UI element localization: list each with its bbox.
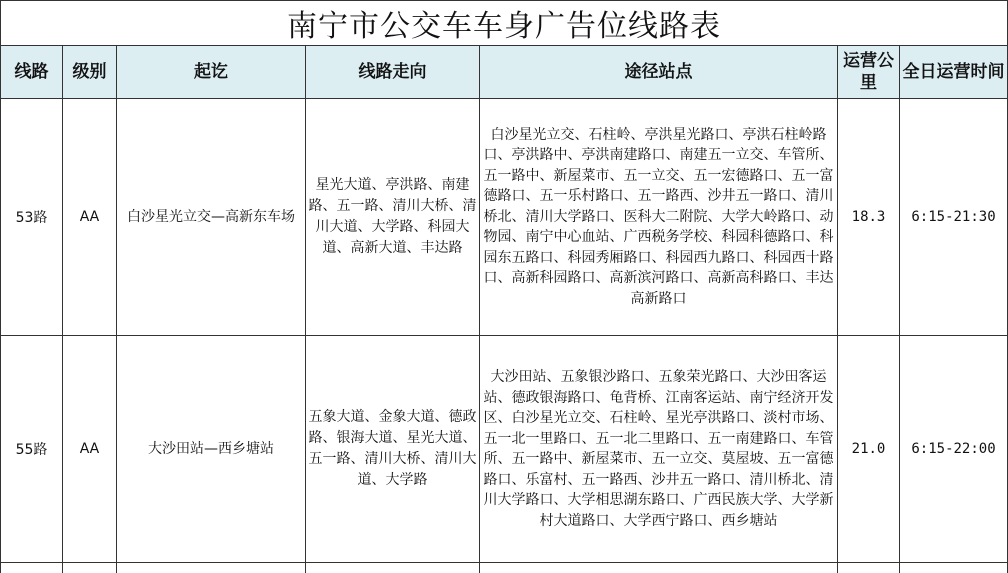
header-direction: 线路走向 xyxy=(306,46,480,99)
table-row xyxy=(1,99,1008,336)
header-hours: 全日运营时间 xyxy=(900,46,1008,99)
cell-distance: 21.0 xyxy=(838,336,900,563)
cell-distance: 18.3 xyxy=(838,99,900,336)
header-level: 级别 xyxy=(63,46,117,99)
cell-hours: 6:15-21:30 xyxy=(900,99,1008,336)
cell-level: AA xyxy=(63,99,117,336)
table-title: 南宁市公交车车身广告位线路表 xyxy=(1,1,1008,46)
table-row xyxy=(1,336,1008,563)
cell-level: AA xyxy=(63,336,117,563)
cell-stops: 大沙田站、五象银沙路口、五象荣光路口、大沙田客运站、德政银海路口、龟背桥、江南客运站、南宁经济开发区、白沙星光立交、石柱岭、星光亭洪路口、淡村市场、五一北一里路口、五一北二里路口、五一南建路口、车管所、五一路中、新屋菜市、五一立交、莫屋坡、五一富德路口、乐富村、五一路西、沙井五一路口、清川桥北、清川大学路口、大学相思湖东路口、广西民族大学、大学新村大道路口、大学西宁路口、西乡塘站 xyxy=(480,336,838,563)
cell-line: 55路 xyxy=(1,336,63,563)
header-distance: 运营公里 xyxy=(838,46,900,99)
cell-start-end: 大沙田站—西乡塘站 xyxy=(117,336,306,563)
header-start-end: 起讫 xyxy=(117,46,306,99)
cell-start-end: 白沙星光立交—高新东车场 xyxy=(117,99,306,336)
cell-line: 53路 xyxy=(1,99,63,336)
continuation-row xyxy=(1,563,1008,573)
cell-direction: 星光大道、亭洪路、南建路、五一路、清川大桥、清川大道、大学路、科园大道、高新大道、丰达路 xyxy=(306,99,480,336)
header-row xyxy=(1,46,1008,99)
cell-direction: 五象大道、金象大道、德政路、银海大道、星光大道、五一路、清川大桥、清川大道、大学路 xyxy=(306,336,480,563)
cell-hours: 6:15-22:00 xyxy=(900,336,1008,563)
header-line: 线路 xyxy=(1,46,63,99)
header-stops: 途径站点 xyxy=(480,46,838,99)
cell-stops: 白沙星光立交、石柱岭、亭洪星光路口、亭洪石柱岭路口、亭洪路中、亭洪南建路口、南建五一立交、车管所、五一路中、新屋菜市、五一立交、五一宏德路口、五一富德路口、五一乐村路口、五一路西、沙井五一路口、清川桥北、清川大学路口、医科大二附院、大学大岭路口、动物园、南宁中心血站、广西税务学校、科园科德路口、科园东五路口、科园秀厢路口、科园西九路口、科园西十路口、高新科园路口、高新滨河路口、高新高科路口、丰达高新路口 xyxy=(480,99,838,336)
